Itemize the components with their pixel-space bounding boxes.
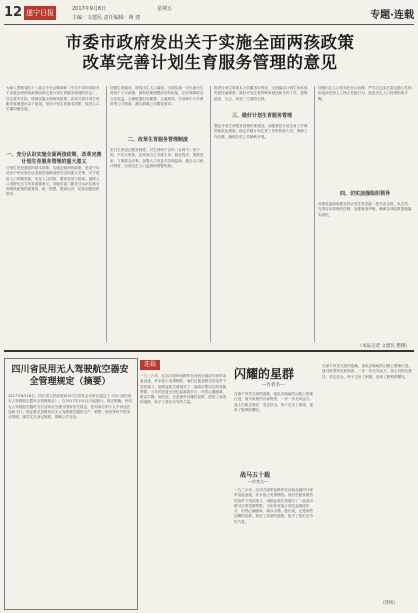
- serial-col4-body: 在那个风雪交加的夜晚，部队在崎岖的山路上艰难行进，战马驮着伤员和物资，一步一步走向远方。战士们相互搀扶，坚定信念，终于走出了困境，迎来了胜利的曙光。: [322, 364, 412, 379]
- page-number: 12: [4, 5, 23, 20]
- serial-tag: 连载: [140, 360, 160, 370]
- headline-line-1: 市委市政府发出关于实施全面两孩政策: [65, 33, 355, 52]
- article-col3-subhead: 三、做好计划生育服务管理: [231, 113, 292, 119]
- column-divider: [106, 86, 107, 342]
- article-col1-intro: 为深入贯彻党的十八届五中全会精神和《中共中央国务院关于实施全面两孩政策改革完善计划生育服务管理的决定》，结合我市实际，现就实施全面两孩政策，改革完善计划生育服务管理提出以下意见。坚持计划生育基本国策，促进人口长期均衡发展。: [6, 86, 100, 112]
- main-headline: [30, 33, 390, 73]
- article-col4-subhead: 四、切实加强组织领导: [339, 191, 390, 197]
- article-col2-subhead: 二、改革生育服务管理制度: [127, 137, 188, 143]
- serial-continued: （待续）: [380, 601, 398, 606]
- column-divider: [210, 86, 211, 342]
- editor-credits: 主编：文建民 责任编辑：蒋 建: [72, 15, 141, 21]
- sidebar-article-title: 四川省民用无人驾驶航空器安全管理规定（摘要）: [11, 365, 129, 387]
- sidebar-article-body: 2017年8月18日，四川省人民政府第157次常务会议审议通过了《四川省民用无人驾驶航空器安全管理规定》，自2017年10月1日起施行。规定明确，民用无人驾驶航空器的飞行活动应当遵守国家有关规定，任何单位和个人不得违法违规飞行。规定要求加强民用无人驾驶航空器的生产、销售、使用等环节的安全管理，落实实名登记制度，保障公共安全。: [8, 394, 132, 420]
- column-divider: [314, 86, 315, 342]
- section-divider: [4, 350, 414, 352]
- article-col3-body: 推进计划生育基本公共服务均等化，全面落实计划生育家庭奖励扶助制度，做好计划生育特殊家庭扶助关怀工作，加强政府、社会、家庭三方面的支持。: [214, 86, 308, 101]
- article-col2-body: 加强生育服务，提高出生人口素质。全面实施一对夫妻可生育两个子女政策，做好政策调整前后的衔接，依法保障群众合法权益。合理配置妇幼健康、儿童照料、学前和中小学教育等公共资源，满足新增公共服务需求。: [110, 86, 204, 106]
- poem-title: 战马五十载: [240, 472, 271, 479]
- serial-author: —作者名—: [262, 383, 285, 388]
- serial-col1-body: 一九三六年，红四方面军西路军在河西走廊同马家军浴血奋战，许多战士英勇牺牲。他们在极其艰苦的条件下坚持战斗，用鲜血和生命谱写了一曲曲可歌可泣的英雄赞歌。当年的老战士回忆起那段岁月，仍然心潮澎湃，难以平静。他们说，正是那些闪耀的星群，照亮了前进的道路，给予了我们无穷的力量。: [140, 374, 227, 405]
- masthead-logo: 遂宁日报: [24, 6, 56, 20]
- serial-col2-body: 在那个风雪交加的夜晚，部队在崎岖的山路上艰难行进，战马驮着伤员和物资，一步一步走向远方。战士们相互搀扶，坚定信念，终于走出了困境，迎来了胜利的曙光。: [234, 392, 314, 412]
- article-col4-body: 加强出生人口性别比综合治理，严厉打击非法鉴定胎儿性别和选择性别人工终止妊娠行为，促进出生人口性别结构平衡。: [318, 86, 412, 101]
- article-col4-body2: 各级党委政府要坚持计划生育党政一把手亲自抓、负总责，完善目标管理责任制，加强督查考核，确保各项政策措施落实到位。: [318, 202, 412, 217]
- issue-weekday: 星期五: [157, 6, 173, 12]
- poem-author: —作者名—: [248, 479, 268, 484]
- header-rule: [4, 24, 414, 25]
- serial-col3-body: 一九三六年，红四方面军西路军在河西走廊同马家军浴血奋战，许多战士英勇牺牲。他们在极其艰苦的条件下坚持战斗，用鲜血和生命谱写了一曲曲可歌可泣的英雄赞歌。当年的老战士回忆起那段岁月，仍然心潮澎湃，难以平静。他们说，正是那些闪耀的星群，照亮了前进的道路，给予了我们无穷的力量。: [234, 488, 314, 524]
- serial-title: 闪耀的星群: [234, 367, 295, 381]
- article-col1-subhead: 一、充分认识实施全面两孩政策、改革完善计划生育服务管理的重大意义: [6, 152, 102, 165]
- page-header: [4, 3, 414, 27]
- article-col1-body: 计划生育是我国的基本国策。实施全面两孩政策，是党中央站在中华民族长远发展的战略高度作出的重大决策，对于促进人口均衡发展，优化人口结构，增加劳动力供给，减缓人口老龄化压力具有重要意义。各级各部门要充分认识实施全面两孩政策的重要性，统一思想，提高认识，切实加强组织领导。: [6, 166, 100, 197]
- article-col2-body2: 实行生育登记服务制度，对生育两个以内（含两个）孩子的，不实行审批，由家庭自主安排生育。简化程序，提高效率，方便群众办事。加强人口信息共享和监测，健全人口统计制度，完善出生人口监测和预警机制。: [110, 148, 204, 168]
- article-signoff: （本报记者 文建民 整理）: [357, 344, 410, 349]
- article-col3-body2: 强化计划生育服务管理体系建设，加强基层计划生育工作网络和队伍建设，稳定乡镇计划生育工作机构和人员，保障工作经费，确保各项工作顺利开展。: [214, 124, 308, 139]
- section-title: 专题·连载: [370, 10, 414, 21]
- issue-date: 2017年9月8日: [72, 6, 107, 12]
- headline-line-2: 改革完善计划生育服务管理的意见: [82, 53, 338, 72]
